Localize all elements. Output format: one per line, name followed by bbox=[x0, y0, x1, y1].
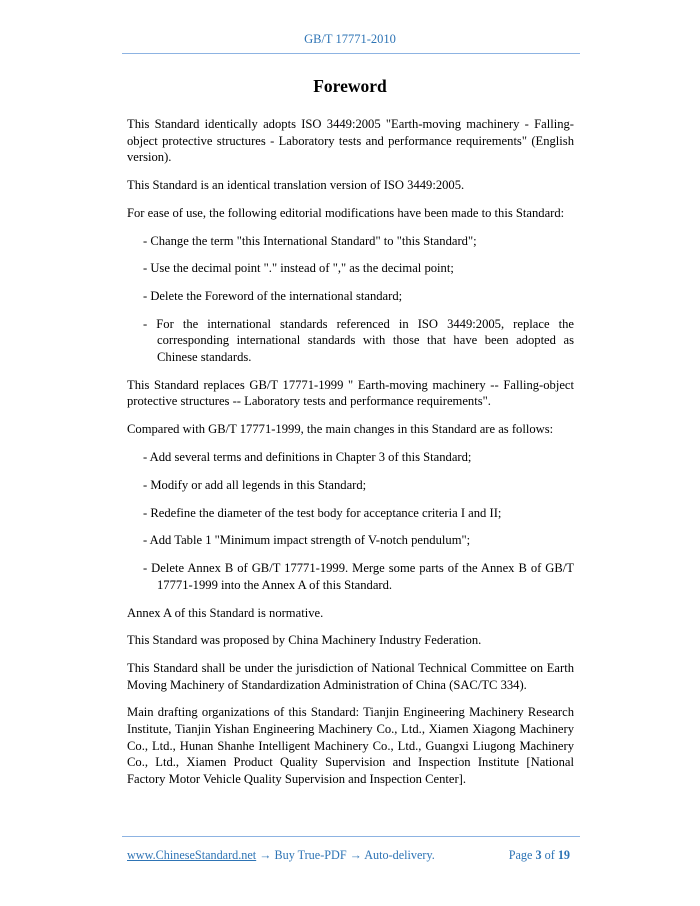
page-label: Page bbox=[508, 848, 536, 862]
list-item-delete-foreword: - Delete the Foreword of the international standard; bbox=[143, 289, 403, 304]
list-item-decimal-point: - Use the decimal point "." instead of "," as the decimal point; bbox=[143, 261, 454, 276]
list-item-terms-definitions: - Add several terms and definitions in Chapter 3 of this Standard; bbox=[143, 450, 472, 464]
page-total: 19 bbox=[557, 848, 570, 862]
footer-promo-text: → Buy True-PDF → Auto-delivery. bbox=[256, 848, 435, 862]
paragraph-translation: This Standard is an identical translation version of ISO 3449:2005. bbox=[127, 177, 465, 192]
paragraph-replaces: This Standard replaces GB/T 17771-1999 " Earth-moving machinery -- Falling-object protective structures -- Laboratory tests and performance requirements". bbox=[127, 377, 574, 409]
page-of-label: of bbox=[541, 848, 558, 862]
page-footer bbox=[127, 848, 574, 863]
paragraph-annex-normative: Annex A of this Standard is normative. bbox=[127, 605, 324, 620]
list-item-add-table: - Add Table 1 "Minimum impact strength of V-notch pendulum"; bbox=[143, 533, 471, 548]
list-item-term-change: - Change the term "this International Standard" to "this Standard"; bbox=[143, 233, 477, 248]
footer-divider bbox=[122, 836, 580, 837]
standard-code: GB/T 17771-2010 bbox=[304, 32, 396, 46]
paragraph-drafting-organizations: Main drafting organizations of this Standard: Tianjin Engineering Machinery Research Institute, Tianjin Yishan Engineering Machinery Co., Ltd., Xiamen Xiagong Machinery Co., Ltd., Hunan Shanhe Intelligent Machinery Co., Ltd., Guangxi Liugong Machinery Co., Ltd., Xiamen Product Quality Supervision and Inspection Institute [National Factory Motor Vehicle Quality Supervision and Inspection Center]. bbox=[127, 705, 574, 786]
page-number bbox=[509, 848, 570, 863]
paragraph-modifications-intro: For ease of use, the following editorial modifications have been made to this Standard: bbox=[127, 205, 565, 220]
paragraph-proposed-by: This Standard was proposed by China Machinery Industry Federation. bbox=[127, 633, 482, 648]
page-title: Foreword bbox=[313, 76, 387, 96]
foreword-body bbox=[127, 116, 574, 799]
header-divider bbox=[122, 53, 580, 54]
list-item-delete-annex: - Delete Annex B of GB/T 17771-1999. Merge some parts of the Annex B of GB/T 17771-1999 into the Annex A of this Standard. bbox=[143, 561, 574, 592]
paragraph-changes-intro: Compared with GB/T 17771-1999, the main changes in this Standard are as follows: bbox=[127, 422, 554, 437]
page-current: 3 bbox=[535, 848, 542, 862]
list-item-legends: - Modify or add all legends in this Standard; bbox=[143, 477, 367, 492]
chinesestandard-link[interactable]: www.ChineseStandard.net bbox=[127, 848, 257, 862]
paragraph-adoption: This Standard identically adopts ISO 3449:2005 "Earth-moving machinery - Falling-object protective structures - Laboratory tests and performance requirements" (English version). bbox=[127, 117, 574, 165]
list-item-replace-references: - For the international standards referenced in ISO 3449:2005, replace the corresponding international standards with those that have been adopted as Chinese standards. bbox=[143, 316, 574, 365]
paragraph-jurisdiction: This Standard shall be under the jurisdiction of National Technical Committee on Earth Moving Machinery of Standardization Administration of China (SAC/TC 334). bbox=[127, 661, 574, 692]
list-item-test-body-diameter: - Redefine the diameter of the test body for acceptance criteria I and II; bbox=[143, 505, 502, 520]
